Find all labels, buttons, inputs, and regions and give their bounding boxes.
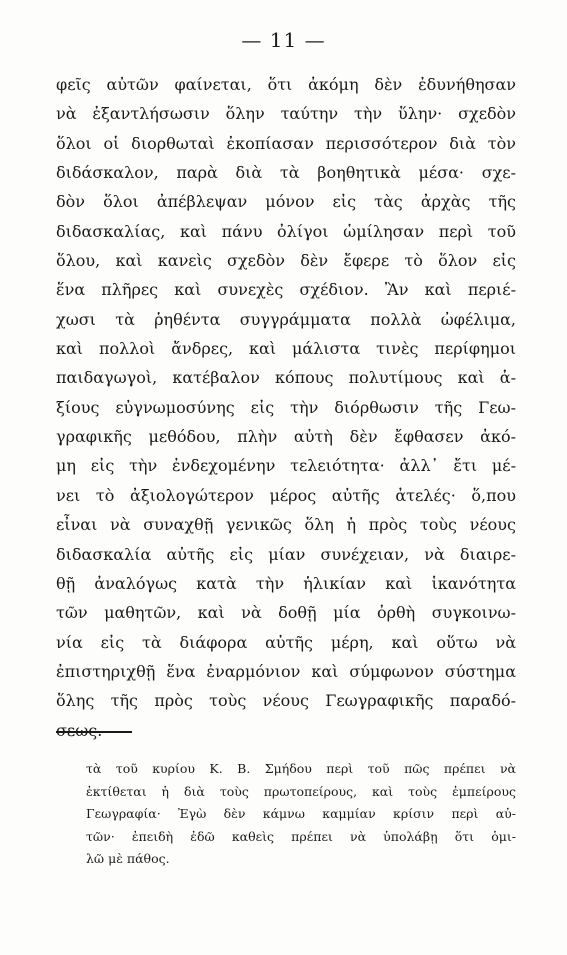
text-line: διδάσκαλον, παρὰ διὰ τὰ βοηθητικὰ μέσα· σχε- <box>56 163 516 183</box>
text-line: νει τὸ ἀξιολογώτερον μέρος αὐτῆς ἀτελές· ὅ,που <box>56 485 516 505</box>
text-line: φεῖς αὐτῶν φαίνεται, ὅτι ἀκόμη δὲν ἐδυνήθησαν <box>56 75 516 94</box>
footnote-line: Γεωγραφία· Ἐγὼ δὲν κάμνω καμμίαν κρίσιν περὶ αὐ- <box>86 806 516 822</box>
text-line: ὅλοι οἱ διορθωταὶ ἐκοπίασαν περισσότερον διὰ τὸν <box>56 133 516 153</box>
main-text-body <box>56 70 516 745</box>
text-line: χωσι τὰ ῥηθέντα συγγράμματα πολλὰ ὠφέλιμα, <box>56 309 516 329</box>
text-line: διδασκαλίας, καὶ πάνυ ὀλίγοι ὡμίλησαν περὶ τοῦ <box>56 221 516 241</box>
text-line: ὅλου, καὶ κανεὶς σχεδὸν δὲν ἔφερε τὸ ὅλον εἰς <box>56 251 516 271</box>
text-line: μη εἰς τὴν ἐνδεχομένην τελειότητα· ἀλλ᾽ ἔτι μέ- <box>56 456 516 476</box>
text-line: γραφικῆς μεθόδου, πλὴν αὐτὴ δὲν ἔφθασεν ἀκό- <box>56 427 516 447</box>
text-line: εἶναι νὰ συναχθῇ γενικῶς ὅλη ἡ πρὸς τοὺς νέους <box>56 515 516 535</box>
footnote-line: τῶν· ἐπειδὴ ἐδῶ καθεὶς πρέπει νὰ ὑπολάβῃ ὅτι ὁμι- <box>86 828 516 844</box>
footnote-rule <box>56 731 132 733</box>
text-line: ὅλης τῆς πρὸς τοὺς νέους Γεωγραφικῆς παραδό- <box>56 691 516 711</box>
text-line: καὶ πολλοὶ ἄνδρες, καὶ μάλιστα τινὲς περίφημοι <box>56 339 516 359</box>
text-line: δὸν ὅλοι ἀπέβλεψαν μόνον εἰς τὰς ἀρχὰς τῆς <box>56 192 516 212</box>
footnote-line: τὰ τοῦ κυρίου Κ. Β. Σμήδου περὶ τοῦ πῶς πρέπει νὰ <box>86 761 516 776</box>
text-line: παιδαγωγοὶ, κατέβαλον κόπους πολυτίμους καὶ ἀ- <box>56 368 516 388</box>
text-line: νία εἰς τὰ διάφορα αὐτῆς μέρη, καὶ οὕτω νὰ <box>56 632 516 652</box>
page-number: — 11 — <box>241 28 326 52</box>
text-line: ἐπιστηριχθῇ ἕνα ἐναρμόνιον καὶ σύμφωνον σύστημα <box>56 661 516 681</box>
footnote-line: ἐκτίθεται ἡ διὰ τοὺς πρωτοπείρους, καὶ τοὺς ἐμπείρους <box>86 783 516 799</box>
text-line: σεως. <box>56 720 103 740</box>
text-line: νὰ ἐξαντλήσωσιν ὅλην ταύτην τὴν ὕλην· σχεδὸν <box>56 104 516 124</box>
text-line: διδασκαλία αὐτῆς εἰς μίαν συνέχειαν, νὰ διαιρε- <box>56 544 516 564</box>
footnote <box>86 758 516 871</box>
text-line: θῇ ἀναλόγως κατὰ τὴν ἡλικίαν καὶ ἱκανότητα <box>56 573 516 593</box>
text-line: ξίους εὐγνωμοσύνης εἰς τὴν διόρθωσιν τῆς Γεω- <box>56 397 516 417</box>
footnote-line: λῶ μὲ πάθος. <box>86 851 170 867</box>
text-line: ἕνα πλῆρες καὶ συνεχὲς σχέδιον. Ἂν καὶ περιέ- <box>56 280 516 300</box>
text-line: τῶν μαθητῶν, καὶ νὰ δοθῇ μία ὀρθὴ συγκοινω- <box>56 603 516 623</box>
